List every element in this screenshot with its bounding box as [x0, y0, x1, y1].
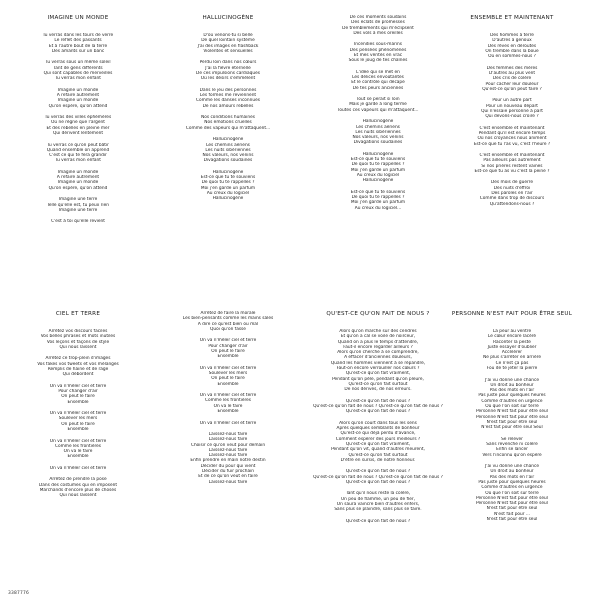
stanza: [158, 137, 298, 163]
lyric-line: Qu'est-ce qu'on fait de nous ?: [345, 398, 411, 404]
lyric-line: Les délices envoûtantes: [352, 75, 404, 81]
lyric-line: J'ai des images en flashback: [197, 43, 259, 49]
song-personne-nest-fait-pour-etre-seul: [442, 311, 582, 529]
lyric-line: Comme dans trop de discours: [479, 196, 545, 202]
stanza: [8, 411, 148, 432]
lyric-line: Et des rebelles en pleine mer: [46, 125, 110, 131]
lyric-line: On peut le faire: [211, 376, 245, 382]
stanza: [8, 219, 148, 224]
lyric-line: D'où venons-tu si belle: [203, 33, 253, 38]
lyric-line: Imagine une terre: [58, 197, 98, 203]
lyric-line: À refaire autrement: [56, 93, 100, 99]
lyric-line: Comme les frontières: [54, 443, 102, 449]
lyric-line: Tu verras mon enfant: [55, 158, 101, 164]
song-ensemble-et-maintenant: [442, 15, 582, 213]
lyric-line: Qui sont capables de merveilles: [43, 70, 113, 76]
lyric-line: Où en sommes-nous ?: [488, 54, 536, 60]
stanza: [308, 119, 448, 145]
lyric-line: Des paroles en l'air: [491, 191, 533, 197]
lyric-line: Est-ce que tu te souviens: [200, 175, 256, 181]
song-ciel-et-terre-continued: [158, 311, 298, 491]
lyric-line: Comme d'autres en urgence: [481, 398, 543, 404]
lyric-line: Des éclats de promesses: [351, 20, 405, 26]
lyric-line: Pendant qu'il est encore temps: [478, 131, 546, 137]
lyric-line: Des vols à mes oreilles: [353, 30, 403, 36]
lyric-line: Les nuits sibériennes: [355, 129, 401, 135]
lyric-line: Personne N'est fait pour être seul: [476, 414, 548, 420]
lyric-line: Tant qu'il nous reste la colère,: [345, 491, 411, 497]
song-quest-ce-quon-fait-de-nous: [308, 311, 448, 530]
lyric-line: Imagine un monde: [57, 180, 99, 186]
lyric-line: On saura vaincre bien d'autres enfers,: [336, 502, 420, 508]
lyric-line: Décider du fuir prochain: [201, 469, 255, 475]
lyric-line: Violentes et sensuelles: [203, 48, 253, 54]
lyric-line: On va n'mêler ciel et terre: [49, 383, 107, 389]
lyric-line: Hallucinogène: [362, 151, 394, 157]
stanza: [308, 491, 448, 512]
lyric-line: Ne plus s'arrêter en arrière: [483, 355, 541, 361]
lyric-line: Tu verras dans les tours de verre: [42, 33, 114, 38]
lyric-line: Tant de gens différents: [53, 65, 103, 71]
lyric-line: Tu verras des villes éphémères: [44, 115, 112, 121]
stanza: [308, 329, 448, 393]
lyric-line: Personne N'est fait pour être seul: [476, 495, 548, 501]
lyric-line: Moi j'en garde un parfum: [200, 185, 256, 191]
song-title: ENSEMBLE ET MAINTENANT: [470, 15, 554, 21]
lyric-line: Arrêtez de faire la morale: [200, 311, 256, 316]
lyric-line: Dans des costumes qui en imposent: [38, 482, 118, 488]
lyric-line: Ensemble: [217, 381, 239, 387]
lyric-line: On va le faire: [213, 403, 243, 409]
lyric-line: Vos belles phrases et mots inutiles: [40, 334, 116, 340]
lyric-line: Où ne règne que l'argent: [51, 120, 105, 126]
lyric-line: Personne N'est fait pour être seul: [476, 409, 548, 415]
lyric-line: Est-ce que tu te souviens: [350, 189, 406, 195]
lyric-line: Comme des vapeurs qui m'attaquent...: [185, 125, 271, 131]
lyric-line: Est-ce que tu te souviens: [350, 157, 406, 163]
lyric-line: Qu'est-ce qu'on fait de nous ?: [345, 518, 411, 524]
lyric-line: Et à l'autre bout de la terre: [48, 43, 108, 49]
stanza: [158, 88, 298, 109]
lyric-line: Nos conditions humaines: [201, 115, 255, 121]
lyric-line: Hallucinogène: [212, 169, 244, 175]
lyric-line: Comme d'autres en urgence: [481, 485, 543, 491]
lyric-line: N'est fait pour être seul: [486, 517, 538, 523]
stanza: [8, 88, 148, 109]
stanza: [158, 115, 298, 131]
stanza: [442, 437, 582, 458]
song-title: HALLUCINOGÈNE: [202, 15, 254, 21]
lyric-line: Qu'est-ce qui déjà perdu d'avance,: [340, 431, 416, 437]
lyric-line: Tu verras ce qu'on peut bâtir: [47, 142, 109, 148]
lyric-line: N'est fait pour ...: [493, 511, 531, 517]
lyric-line: Nos valeurs, nos venins: [202, 153, 254, 159]
lyric-line: Où que l'on soit sur terre: [485, 490, 539, 496]
lyric-line: Accélérer: [501, 350, 523, 356]
lyric-line: D'autres à genoux: [492, 38, 532, 44]
lyric-line: Laissez-nous faire: [208, 453, 248, 459]
lyric-line: Quand ensemble on apprend: [46, 147, 110, 153]
lyric-line: Laissez-nous faire: [208, 447, 248, 453]
lyric-line: Alors qu'on marche sur des cendres: [339, 329, 417, 334]
stanza: [442, 464, 582, 522]
stanza: [308, 190, 448, 211]
stanza: [442, 33, 582, 59]
lyric-line: On peut le faire: [61, 421, 95, 427]
lyric-line: Mais je garde à long terme: [349, 102, 407, 108]
lyric-line: Arrêtez vos discours faciles: [48, 329, 108, 334]
lyric-line: Marchands d'encore plus de choses: [39, 487, 117, 493]
lyric-line: Nos valeurs, nos venins: [352, 135, 404, 141]
lyric-line: De quoi tu te rappelles ?: [351, 195, 405, 201]
lyric-line: Quand les hommes viennent à se répandre,: [330, 360, 426, 366]
lyric-line: Ensemble: [217, 354, 239, 360]
lyric-line: Divagations soudaines: [353, 140, 403, 146]
stanza: [8, 170, 148, 191]
lyric-line: Les chemins aériens: [206, 142, 250, 148]
lyric-line: Imagine un monde: [57, 87, 99, 93]
lyric-line: Et le contrôle qui décape: [351, 80, 405, 86]
lyric-line: Qui devons-nous croire ?: [485, 114, 539, 120]
lyric-line: Moi j'en garde un parfum: [350, 200, 406, 206]
song-imagine-un-monde: [8, 15, 148, 231]
lyric-line: C'est ce qui te fera grandir: [49, 153, 107, 159]
stanza: [8, 115, 148, 136]
lyric-line: Tu verras mon enfant: [55, 76, 101, 82]
stanza: [308, 42, 448, 63]
lyric-line: Alors qu'on court dans tous les sens: [339, 420, 417, 426]
stanza: [8, 466, 148, 471]
lyric-line: Où nos croyances nous animent: [477, 136, 547, 142]
lyric-line: De quel lointain système: [201, 38, 255, 44]
lyric-line: Laissez-nous faire: [208, 437, 248, 443]
lyric-line: Qu'on espère, qu'on attend: [48, 103, 108, 109]
lyric-line: Les formes me reviennent: [199, 93, 257, 99]
lyric-line: Pendant qu'on vit, quand d'autres meurent,: [331, 447, 425, 453]
lyric-line: N'est fait pour être seul: [486, 506, 538, 512]
lyric-line: Vos fakes vos tweets et vos mélanges: [37, 361, 119, 367]
lyric-line: Comme les danses inconnues: [196, 98, 260, 104]
lyric-line: N'est fait pour être seul: [486, 419, 538, 425]
lyric-line: Un droit au bonheur: [490, 469, 534, 475]
lyric-line: C'est ensemble et maintenant: [479, 153, 545, 159]
lyric-line: Hallucinogène: [212, 196, 244, 202]
lyric-line: Et mes vérités en vrac: [353, 52, 403, 58]
lyric-line: C'est à toi qu'elle revient: [51, 219, 105, 225]
lyric-line: Tout se perait si loin: [356, 97, 400, 103]
lyric-line: Qui nous laissent: [59, 344, 97, 350]
stanza: [442, 126, 582, 147]
lyric-line: Des cris de colère: [492, 76, 532, 82]
lyric-line: Ensemble: [67, 454, 89, 460]
lyric-line: Les nuits sibériennes: [205, 147, 251, 153]
lyric-line: Des mois de guerre: [490, 180, 533, 186]
lyric-line: Enfin prendre en main notre destin: [190, 458, 266, 464]
lyric-line: On va n'mêler ciel et terre: [49, 411, 107, 417]
lyric-line: Telle qu'elle est, tu peux rien: [46, 202, 109, 208]
lyric-line: Qu'attendons-nous ?: [489, 201, 535, 207]
lyric-line: Qu'est-ce qu'on fait surtout: [348, 381, 408, 387]
lyric-line: On peut le faire: [61, 394, 95, 400]
lyric-line: Hallucinogène: [362, 178, 394, 184]
song-hallucinogene-continued: [308, 15, 448, 217]
stanza: [8, 384, 148, 405]
lyric-line: Qu'est-ce qu'on peut faire ?: [482, 86, 542, 92]
lyric-line: Des rêves en déroutes: [487, 43, 537, 49]
lyric-line: Ce n'est ça pas: [495, 360, 529, 366]
lyric-line: J'ai la fièvre éternelle: [205, 65, 251, 71]
lyric-line: De quoi tu te rappelles ?: [201, 180, 255, 186]
lyric-line: Qu'on espère, qu'on attend: [48, 185, 108, 191]
stanza: [8, 477, 148, 498]
lyric-line: Comment espérer des jours meilleurs ?: [335, 436, 421, 442]
stanza: [8, 143, 148, 164]
lyric-line: Qui nous laissent: [59, 493, 97, 499]
lyric-line: Enfin se lancer: [496, 447, 528, 453]
lyric-line: Moi j'en garde un parfum: [350, 167, 406, 173]
lyric-line: Des pensées phénomènes: [349, 47, 407, 53]
lyric-line: Soulever les mers: [58, 416, 98, 422]
lyric-line: De tremblements qui m'éclipsent: [342, 25, 414, 31]
lyric-line: L'idée qui se met en: [356, 69, 400, 75]
lyric-line: Qu'est-ce qu'on fait de nous ?: [345, 479, 411, 485]
stanza: [442, 66, 582, 92]
lyric-line: Vers l'inconnu qu'on espère: [482, 452, 542, 458]
lyric-line: Imagine un monde: [57, 169, 99, 175]
lyric-line: Et qu'on a cal se voile de noirceur,: [340, 334, 416, 340]
stanza: [308, 421, 448, 463]
lyric-line: Qu'est-ce qu'on fait vraiment,: [345, 371, 411, 377]
lyric-line: De tes peurs anciennes: [352, 85, 404, 91]
lyric-line: Imagine une terre: [58, 207, 98, 213]
stanza: [158, 33, 298, 54]
lyric-line: Pour un autre part: [492, 98, 532, 104]
lyric-line: De nos amours rebelles: [202, 103, 254, 109]
stanza: [442, 98, 582, 119]
lyric-line: Qui dérivent lentement: [52, 131, 104, 137]
stanza: [442, 180, 582, 206]
lyric-line: Des hommes à terre: [490, 33, 534, 38]
lyric-line: Sans revenche ni colère: [486, 442, 538, 448]
stanza: [158, 338, 298, 359]
lyric-line: Fou de te jeter la pierre: [486, 366, 538, 372]
lyric-line: On va n'mêler ciel et terre: [199, 420, 257, 426]
song-hallucinogene: [158, 15, 298, 208]
lyric-line: Qu'est-ce qu'on fait de nous ?: [345, 469, 411, 475]
lyric-line: On peut le faire: [211, 348, 245, 354]
stanza: [8, 356, 148, 377]
lyric-line: Qu'est-ce qu'on fait de nous ? Qu'est-ce qu'on fait de nous ?: [313, 404, 443, 410]
lyric-line: Arrêtez de prendre la pose: [49, 477, 107, 483]
lyric-line: On va n'mêler ciel et terre: [49, 465, 107, 471]
stanza: [308, 15, 448, 36]
song-title: QU'EST-CE QU'ON FAIT DE NOUS ?: [326, 311, 430, 317]
stanza: [308, 519, 448, 524]
song-title: IMAGINE UN MONDE: [47, 15, 109, 21]
lyric-line: Laissez-nous faire: [208, 479, 248, 485]
lyric-line: Ensemble: [217, 409, 239, 415]
lyric-line: Et de ce qu'on veut en faire: [198, 474, 258, 480]
lyric-line: On va n'mêler ciel et terre: [199, 393, 257, 399]
lyric-line: Qu'est-ce qu'on fait de nous ?: [345, 409, 411, 415]
stanza: [8, 329, 148, 350]
lyric-line: Pour changer d'air: [208, 343, 248, 349]
lyric-line: Soulever les mers: [208, 371, 248, 377]
stanza: [158, 311, 298, 332]
lyric-line: Un peu de flamme, un peu de fier,: [340, 496, 415, 502]
lyric-line: Pas juste pour quelques heures: [478, 479, 546, 485]
lyric-line: C'est ensemble et maintenant: [479, 125, 545, 131]
lyric-line: Au creux du logiciel...: [354, 205, 402, 211]
lyric-line: Hallucinogène: [362, 119, 394, 125]
lyric-line: À refaire autrement: [56, 175, 100, 181]
lyric-line: Juste essayer d'oublier: [487, 344, 537, 350]
stanza: [308, 70, 448, 91]
lyric-line: À effacer d'anciennes douleurs,: [344, 355, 412, 361]
lyric-line: De ces moments soudains: [349, 15, 407, 20]
lyric-line: Arrêtez ce trop-plein d'images: [45, 356, 111, 362]
lyric-line: Pendant qu'on pêle, pendant qu'on pleure,: [332, 376, 424, 382]
stanza: [158, 170, 298, 202]
lyric-line: Sans plus se plaindre, sans plus se taire.: [334, 507, 422, 513]
lyric-line: Remplis de haine et de rage: [47, 366, 109, 372]
lyric-line: Choisir ce qu'on veut pour demain: [190, 442, 266, 448]
lyric-line: Hallucinogène: [212, 137, 244, 143]
lyric-line: J'ai vu donne une chance: [485, 377, 539, 383]
lyric-line: Sous le joug de tes chaînes: [348, 58, 408, 64]
lyric-line: Faut-on encore verrouiller nos cœurs ?: [336, 366, 420, 372]
lyric-line: Imagine un monde: [57, 98, 99, 104]
lyric-line: Perdu loin dans nos cœurs: [199, 60, 257, 66]
stanza: [442, 378, 582, 431]
lyric-line: Vos leçons et façons de style: [46, 339, 110, 345]
lyric-line: Laissez-nous faire: [208, 431, 248, 437]
lyric-line: À dire ce qu'est bien ou mal: [197, 321, 259, 327]
song-title: PERSONNE N'EST FAIT POUR ÊTRE SEUL: [451, 311, 573, 317]
stanza: [158, 432, 298, 485]
catalog-number: 3387776: [8, 591, 29, 596]
lyric-line: Faut-il encore regarder ailleurs ?: [343, 344, 413, 350]
lyric-line: Tu verras sous un même soleil: [45, 60, 111, 66]
lyric-line: Toutes ces vapeurs qui m'attaquent...: [337, 107, 419, 113]
lyric-line: D'être en sursis, de notre honneur.: [340, 457, 416, 463]
lyric-line: Le reflet des passants: [54, 38, 102, 44]
lyric-line: Qui n'essaie personne à part: [481, 108, 543, 114]
stanza: [308, 469, 448, 485]
lyric-line: On va n'mêler ciel et terre: [49, 438, 107, 444]
lyric-line: Les chemins aériens: [356, 124, 400, 130]
song-title: CIEL ET TERRE: [55, 311, 101, 317]
lyric-line: D'autres au plus vent: [488, 70, 536, 76]
stanza: [8, 197, 148, 213]
lyric-line: De nos dérives, de nos erreurs.: [344, 387, 412, 393]
lyric-line: De quoi tu te rappelles ?: [351, 162, 405, 168]
lyric-line: On va n'mêler ciel et terre: [199, 338, 257, 344]
lyric-line: Est-ce que tu l'as vu, c'est l'heure ?: [473, 141, 551, 147]
stanza: [158, 366, 298, 387]
lyric-line: On va le faire: [63, 449, 93, 455]
song-ciel-et-terre: [8, 311, 148, 505]
lyric-line: Au creux du logiciel: [206, 191, 250, 197]
lyric-line: De ces impulsions cardiaques: [196, 70, 260, 76]
lyric-line: Le cœur encore lacéré: [487, 334, 537, 340]
lyric-line: On va n'mêler ciel et terre: [199, 365, 257, 371]
lyric-line: Pour cacher leur douleur: [485, 81, 539, 87]
lyric-line: Comme les frontières: [204, 398, 252, 404]
lyric-line: Qu'est-ce qu'on fait surtout: [348, 452, 408, 458]
stanza: [308, 97, 448, 113]
stanza: [442, 153, 582, 174]
lyric-line: J'ai vu donne une chance: [485, 464, 539, 470]
lyric-line: Des amants sur un banc: [51, 48, 105, 54]
lyric-line: Les bien-pensants comme les mains sales: [182, 316, 274, 322]
stanza: [158, 393, 298, 414]
stanza: [8, 60, 148, 81]
lyric-line: Personne N'est fait pour être seul: [476, 501, 548, 507]
lyric-line: La peur au ventre: [492, 329, 532, 334]
lyric-line: On tremble dans la boue: [485, 48, 539, 54]
lyric-line: Se relever: [501, 436, 523, 442]
lyric-line: Nos émotions cruelles: [204, 120, 252, 126]
lyric-line: Incendies sous-marins: [353, 42, 402, 48]
lyric-line: Qu'est-ce qu'on fait de nous ? Qu'est-ce qu'on fait de nous ?: [313, 474, 443, 480]
stanza: [158, 60, 298, 81]
lyric-line: Des nuits d'effroi: [493, 185, 531, 191]
lyric-line: Un droit au bonheur: [490, 382, 534, 388]
lyric-line: Ensemble: [67, 427, 89, 433]
lyric-line: N'est fait pour être seul Seul: [481, 425, 543, 431]
lyric-line: Où que l'on soit sur terre: [485, 404, 539, 410]
lyric-line: Qu'est-ce qu'on fait vraiment,: [345, 442, 411, 448]
lyric-line: Pour changer d'air: [58, 389, 98, 395]
lyric-line: Pas des mots en l'air: [489, 388, 535, 394]
stanza: [8, 439, 148, 460]
lyric-line: Quand on a plus le temps d'attendre,: [337, 339, 419, 345]
lyric-line: Alors qu'on cherche à se comprendre,: [337, 350, 419, 356]
stanza: [8, 33, 148, 54]
lyric-line: Pas juste pour quelques heures: [478, 393, 546, 399]
lyric-line: Au creux du logiciel: [356, 173, 400, 179]
lyric-line: Décider du pour qui vient: [200, 463, 256, 469]
stanza: [442, 329, 582, 371]
lyric-line: Si nos prières restent vaines: [481, 163, 543, 169]
lyric-line: Après quelques semblants de bonheur: [336, 426, 420, 432]
lyric-line: Divagations soudaines: [203, 158, 253, 164]
lyric-line: Dans le jeu des personnes: [199, 87, 257, 93]
stanza: [158, 421, 298, 426]
lyric-line: Quoi qu'on fasse: [210, 326, 246, 332]
stanza: [308, 399, 448, 415]
lyric-line: Pour un nouveau départ: [486, 103, 538, 109]
lyric-line: Qui débordent: [62, 372, 94, 378]
lyric-line: Des femmes des mères: [486, 65, 538, 71]
lyric-line: Est-ce que tu as vu c'est la peine ?: [474, 168, 550, 174]
lyric-line: Pas des mots en l'air: [489, 474, 535, 480]
lyric-line: Pas ailleurs pas autrement: [483, 158, 541, 164]
lyric-line: Raconter la peste: [493, 339, 531, 345]
stanza: [308, 152, 448, 184]
lyric-line: Ensemble: [67, 399, 89, 405]
lyric-line: Où les désirs s'emmêlent: [200, 76, 256, 82]
